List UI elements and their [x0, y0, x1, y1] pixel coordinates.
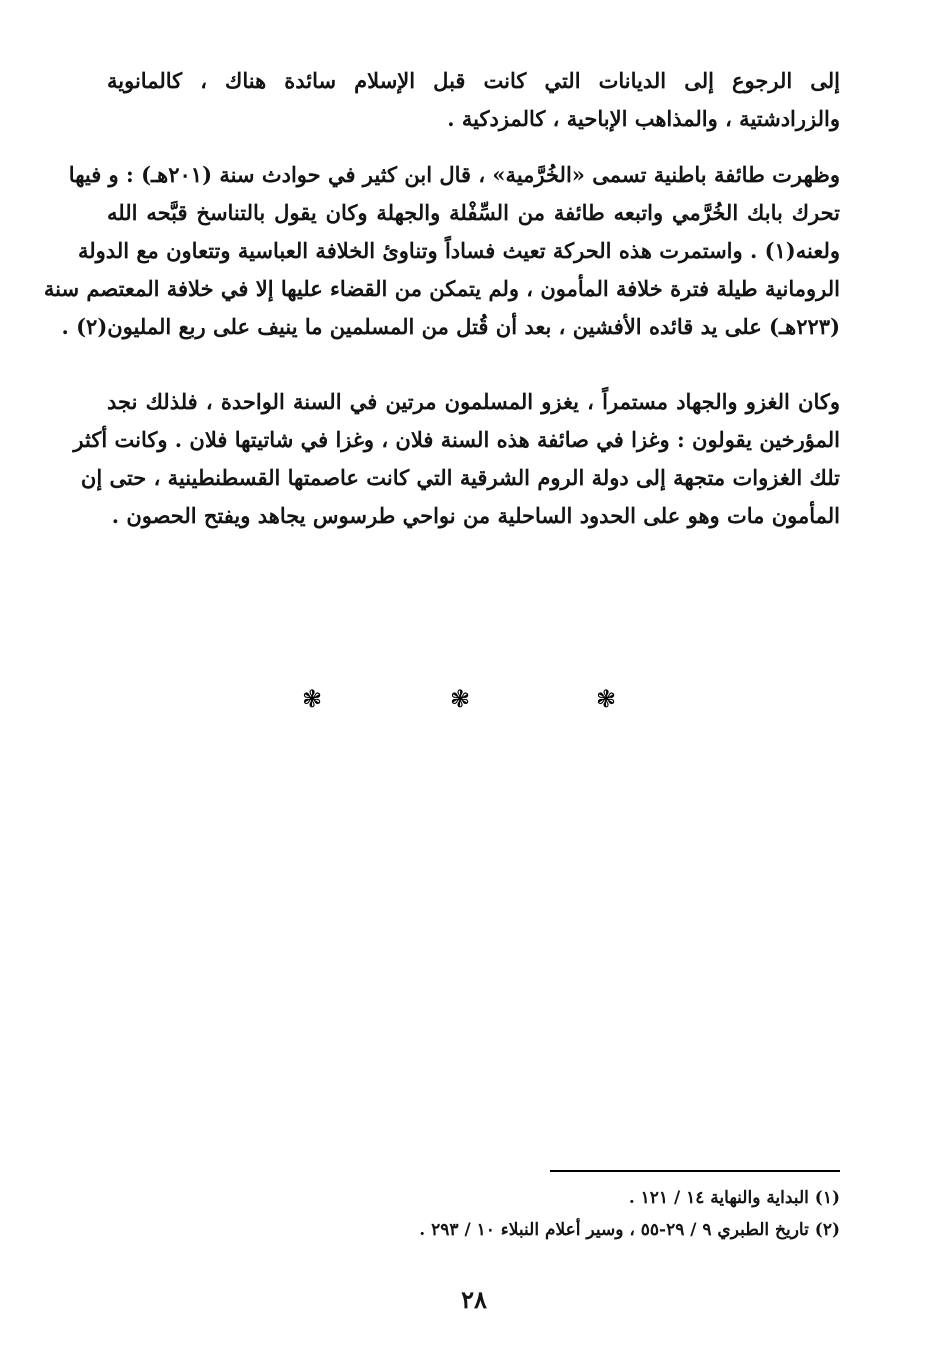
paragraph-2 — [43, 156, 840, 346]
text-line: ولعنه(١) . واستمرت هذه الحركة تعيث فساداً وتناوئ الخلافة العباسية وتتعاون مع الدولة — [78, 238, 840, 263]
text-line: تحرك بابك الخُرَّمي واتبعه طائفة من السِّفْلة والجهلة وكان يقول بالتناسخ قبَّحه الله — [107, 200, 840, 225]
text-line: الرومانية طيلة فترة خلافة المأمون ، ولم يتمكن من القضاء عليها إلا في خلافة المعتصم سنة — [43, 276, 840, 301]
text-line: المؤرخين يقولون : وغزا في صائفة هذه السنة فلان ، وغزا في شاتيتها فلان . وكانت أكثر — [73, 427, 840, 452]
text-line: وظهرت طائفة باطنية تسمى «الخُرَّمية» ، قال ابن كثير في حوادث سنة (٢٠١هـ) : و فيها — [68, 162, 840, 187]
asterism-star-icon: ❃ — [596, 685, 617, 713]
paragraph-3 — [73, 383, 840, 535]
text-line: والزرادشتية ، والمذاهب الإباحية ، كالمزدكية . — [447, 106, 840, 131]
asterism-star-icon: ❃ — [450, 685, 471, 713]
text-line: إلى الرجوع إلى الديانات التي كانت قبل الإسلام سائدة هناك ، كالمانوية — [107, 68, 840, 93]
footnote-2: (٢) تاريخ الطبري ٩ / ٢٩-٥٥ ، وسير أعلام النبلاء ١٠ / ٢٩٣ . — [419, 1220, 840, 1240]
section-separator — [0, 685, 948, 725]
paragraph-1 — [107, 62, 840, 138]
asterism-star-icon: ❃ — [302, 685, 323, 713]
text-line: وكان الغزو والجهاد مستمراً ، يغزو المسلمون مرتين في السنة الواحدة ، فلذلك نجد — [107, 389, 840, 414]
page-number: ٢٨ — [461, 1285, 487, 1314]
footnotes — [240, 1182, 840, 1246]
footnote-1: (١) البداية والنهاية ١٤ / ١٢١ . — [628, 1188, 840, 1208]
footnote-divider — [550, 1170, 840, 1172]
text-line: تلك الغزوات متجهة إلى دولة الروم الشرقية التي كانت عاصمتها القسطنطينية ، حتى إن — [80, 465, 840, 490]
text-line: المأمون مات وهو على الحدود الساحلية من نواحي طرسوس يجاهد ويفتح الحصون . — [111, 503, 840, 528]
text-line: (٢٢٣هـ) على يد قائده الأفشين ، بعد أن قُتل من المسلمين ما ينيف على ربع المليون(٢) . — [61, 314, 840, 339]
